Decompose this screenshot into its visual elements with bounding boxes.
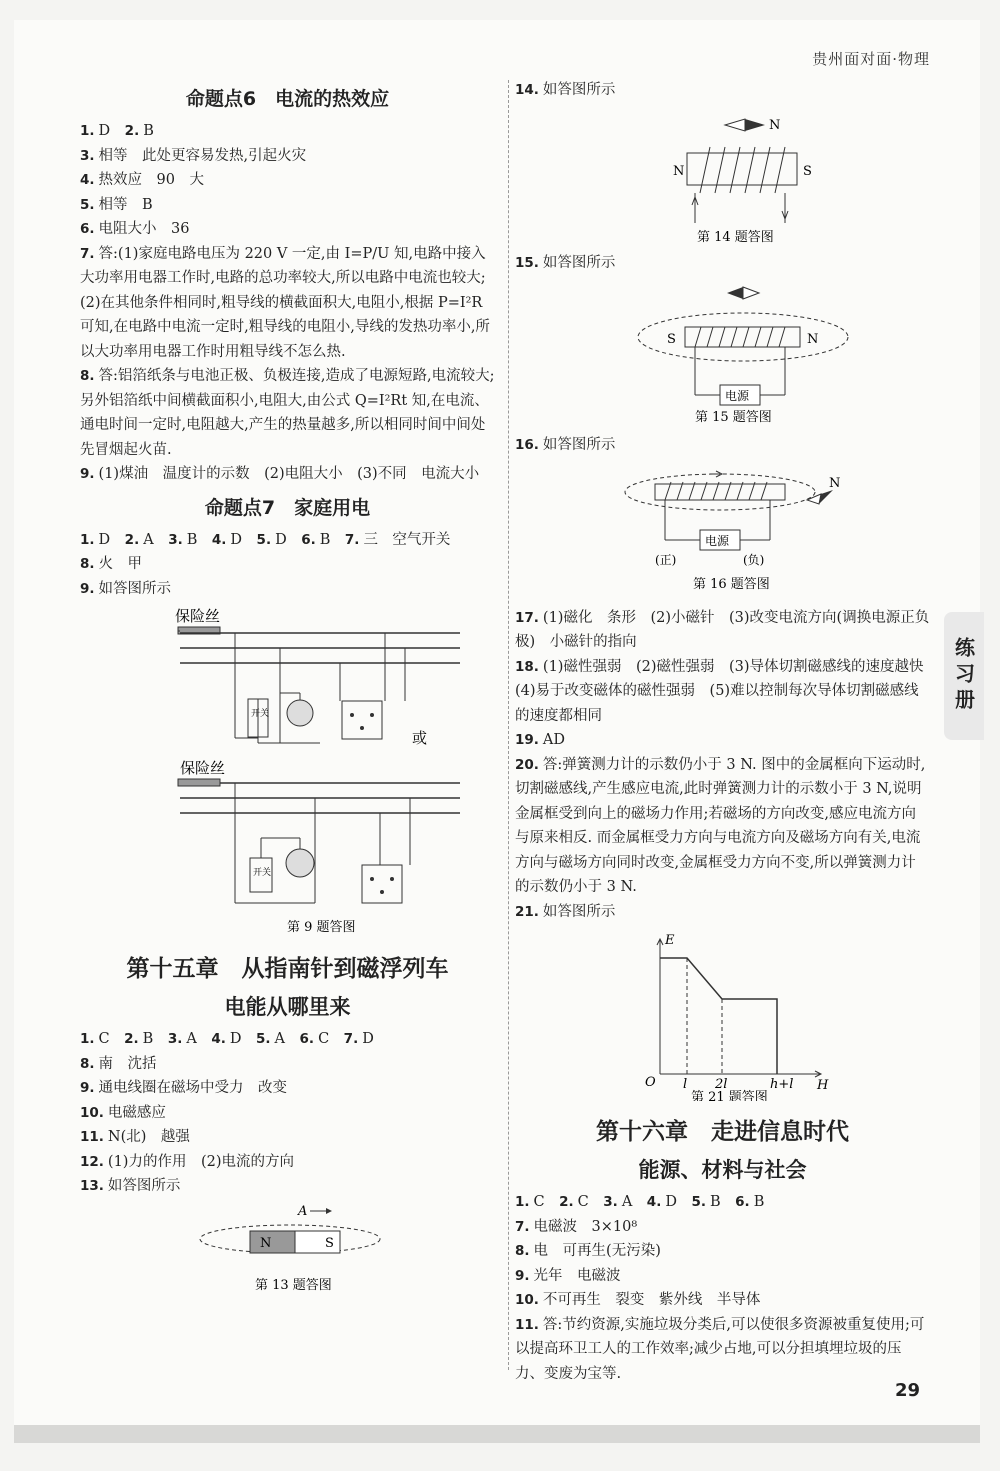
answers-c15-1-7: 1. C 2. B 3. A 4. D 5. A 6. C 7. D (80, 1031, 374, 1047)
answers-p7-1-7: 1. D 2. A 3. B 4. D 5. D 6. B 7. 三 空气开关 (80, 531, 451, 548)
solenoid-14-diagram (515, 105, 930, 245)
fuse-label-2: 保险丝 (180, 759, 226, 777)
answer-c15-13: 13. 如答图所示 (80, 1178, 181, 1194)
answer-3: 3. 相等 此处更容易发热,引起火灾 (80, 147, 307, 164)
chapter-16-subtitle: 能源、材料与社会 (638, 1158, 807, 1182)
figure-13 (80, 1201, 495, 1305)
answer-9: 9. (1)煤油 温度计的示数 (2)电阻大小 (3)不同 电流大小 (80, 466, 480, 482)
section-heading-p7: 命题点7 家庭用电 (204, 496, 371, 519)
chapter-16-title: 第十六章 走进信息时代 (596, 1119, 849, 1145)
side-tab: 练习册 (944, 612, 984, 740)
answer-1-2: 1. D 2. B (80, 123, 154, 139)
answers-c16-1-6: 1. C 2. C 3. A 4. D 5. B 6. B (515, 1194, 765, 1210)
svg-text:S: S (803, 163, 812, 179)
svg-text:N: N (260, 1235, 272, 1251)
answer-c15-12: 12. (1)力的作用 (2)电流的方向 (80, 1153, 294, 1170)
bottom-bar (14, 1425, 980, 1443)
figure-9 (80, 603, 495, 942)
answer-c15-14: 14. 如答图所示 (515, 82, 616, 98)
figure-15 (515, 277, 930, 431)
answer-c15-16: 16. 如答图所示 (515, 437, 616, 453)
fuse-label: 保险丝 (175, 607, 221, 625)
svg-text:O: O (645, 1075, 656, 1090)
section-heading-p6: 命题点6 电流的热效应 (185, 88, 390, 110)
answer-c15-17: 17. (1)磁化 条形 (2)小磁针 (3)改变电流方向(调换电源正负极) 小磁针的指向 (515, 609, 930, 650)
answer-8: 8. 答:铝箔纸条与电池正极、负极连接,造成了电源短路,电流较大;另外铝箔纸中间横截面积小,电阻大,由公式 Q=I²Rt 知,在电流、通电时间一定时,电阻越大,产生的热量越多,所以相同时间中间处先冒烟起火苗. (80, 368, 495, 458)
svg-text:h+l: h+l (770, 1077, 794, 1092)
chapter-15-subtitle: 电能从哪里来 (224, 995, 351, 1019)
answer-c15-10: 10. 电磁感应 (80, 1104, 166, 1121)
figure-21 (515, 926, 930, 1105)
answer-c15-9: 9. 通电线圈在磁场中受力 改变 (80, 1080, 288, 1096)
answer-c16-7: 7. 电磁波 3×10⁸ (515, 1218, 638, 1235)
answer-5: 5. 相等 B (80, 196, 153, 213)
figure-13-caption: 第 13 题答图 (255, 1277, 332, 1293)
answer-c16-8: 8. 电 可再生(无污染) (515, 1243, 661, 1259)
switch-label-2: 开关 (253, 868, 272, 878)
figure-21-caption: 第 21 题答图 (691, 1090, 768, 1101)
answer-p7-9: 9. 如答图所示 (80, 580, 172, 597)
switch-label-1: 开关 (251, 709, 270, 719)
svg-text:2l: 2l (715, 1077, 728, 1092)
answer-7: 7. 答:(1)家庭电路电压为 220 V 一定,由 I=P/U 知,电路中接入大功率用电器工作时,电路的总功率较大,所以电路中电流也较大;(2)在其他条件相同时,粗导线的横截面积大,电阻小,根据 P=I²R 可知,在电路中电流一定时,粗导线的电阻小,导线的发热功率小,所以大功率用电器工作时用粗导线不怎么热. (80, 245, 490, 360)
left-column (80, 78, 495, 1307)
bar-magnet-diagram (80, 1201, 495, 1301)
answer-c15-15: 15. 如答图所示 (515, 254, 616, 271)
figure-16 (515, 460, 930, 604)
figure-15-caption: 第 15 题答图 (695, 410, 772, 425)
running-header: 贵州面对面·物理 (812, 50, 930, 68)
figure-14-caption: 第 14 题答图 (697, 229, 774, 245)
svg-text:S: S (667, 332, 676, 347)
figure-9-caption: 第 9 题答图 (287, 920, 356, 935)
page-number: 29 (894, 1380, 920, 1401)
figure-14 (515, 105, 930, 249)
answer-p7-8: 8. 火 甲 (80, 556, 143, 572)
household-circuit-diagram (80, 603, 495, 938)
svg-text:(正): (正) (655, 552, 677, 567)
svg-text:S: S (325, 1235, 334, 1251)
svg-text:l: l (683, 1077, 688, 1092)
answer-c16-11: 11. 答:节约资源,实施垃圾分类后,可以使很多资源被重复使用;可以提高环卫工人的工作效率;减少占地,可以分担填埋垃圾的压力、变废为宝等. (515, 1316, 925, 1382)
answer-c16-10: 10. 不可再生 裂变 紫外线 半导体 (515, 1292, 761, 1308)
svg-text:N: N (769, 117, 781, 133)
answer-6: 6. 电阻大小 36 (80, 221, 190, 237)
or-label: 或 (412, 729, 428, 747)
svg-text:N: N (829, 475, 841, 491)
answer-c16-9: 9. 光年 电磁波 (515, 1267, 621, 1284)
chapter-15-title: 第十五章 从指南针到磁浮列车 (126, 956, 449, 982)
svg-text:E: E (665, 933, 675, 948)
svg-text:N: N (807, 332, 819, 347)
answer-c15-21: 21. 如答图所示 (515, 903, 616, 920)
svg-text:H: H (817, 1078, 829, 1093)
right-column (515, 78, 939, 1386)
answer-c15-8: 8. 南 沈括 (80, 1055, 157, 1072)
answer-4: 4. 热效应 90 大 (80, 172, 204, 188)
figure-16-caption: 第 16 题答图 (693, 576, 770, 592)
svg-text:A: A (298, 1203, 308, 1219)
answer-c15-11: 11. N(北) 越强 (80, 1129, 190, 1145)
svg-text:电源: 电源 (705, 533, 730, 548)
solenoid-15-diagram (515, 277, 930, 427)
svg-text:(负): (负) (743, 552, 765, 567)
svg-text:N: N (673, 163, 685, 179)
column-divider (508, 80, 509, 1370)
answer-c15-20: 20. 答:弹簧测力计的示数仍小于 3 N. 图中的金属框向下运动时,切割磁感线,产生感应电流,此时弹簧测力计的示数小于 3 N,说明金属框受到向上的磁场力作用;若磁场的方向改变,感应电流方向与原来相反. 而金属框受力方向与电流方向及磁场方向有关,电流方向与磁场方向同时改变,金属框受力方向不变,所以弹簧测力计的示数仍小于 3 N. (515, 756, 926, 895)
svg-text:电源: 电源 (725, 389, 750, 403)
solenoid-16-diagram (515, 460, 930, 600)
energy-height-graph (515, 926, 930, 1101)
answer-c15-19: 19. AD (515, 732, 566, 748)
answer-c15-18: 18. (1)磁性强弱 (2)磁性强弱 (3)导体切割磁感线的速度越快 (4)易于改变磁体的磁性强弱 (5)难以控制每次导体切割磁感线的速度都相同 (515, 658, 939, 724)
